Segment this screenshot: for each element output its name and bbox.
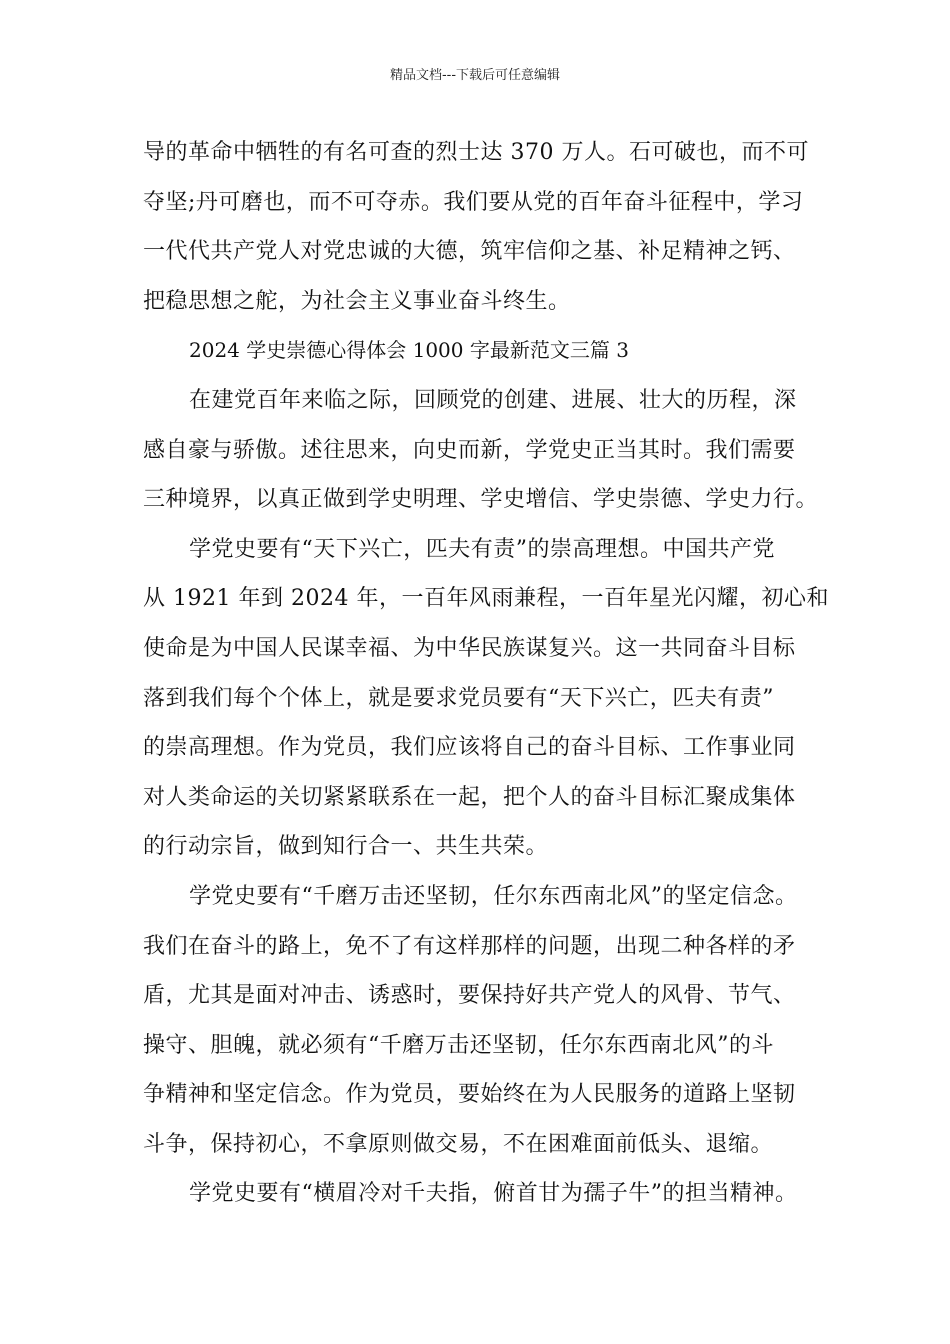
text-line: 盾，尤其是面对冲击、诱惑时，要保持好共产党人的风骨、节气、: [143, 983, 796, 1009]
text-line: 在建党百年来临之际，回顾党的创建、进展、壮大的历程，深: [189, 387, 797, 413]
text-line: 使命是为中国人民谋幸福、为中华民族谋复兴。这一共同奋斗目标: [143, 635, 796, 661]
text-line: 学党史要有“千磨万击还坚韧，任尔东西南北风”的坚定信念。: [189, 883, 798, 909]
text-line: 导的革命中牺牲的有名可查的烈士达 370 万人。石可破也，而不可: [143, 140, 809, 165]
text-line: 的行动宗旨，做到知行合一、共生共荣。: [143, 834, 549, 860]
text-line: 夺坚;丹可磨也，而不可夺赤。我们要从党的百年奋斗征程中，学习: [143, 189, 804, 215]
text-line: 斗争，保持初心，不拿原则做交易，不在困难面前低头、退缩。: [143, 1131, 774, 1157]
text-line: 感自豪与骄傲。述往思来，向史而新，学党史正当其时。我们需要: [143, 437, 796, 463]
text-line: 争精神和坚定信念。作为党员，要始终在为人民服务的道路上坚韧: [143, 1082, 796, 1108]
text-line: 我们在奋斗的路上，免不了有这样那样的问题，出现二种各样的矛: [143, 933, 796, 959]
text-line: 对人类命运的关切紧紧联系在一起，把个人的奋斗目标汇聚成集体: [143, 784, 796, 810]
page-header: 精品文档---下载后可任意编辑: [389, 68, 561, 83]
text-line: 的崇高理想。作为党员，我们应该将自己的奋斗目标、工作事业同: [143, 735, 796, 761]
text-line: 把稳思想之舵，为社会主义事业奋斗终生。: [143, 288, 571, 314]
document-body: [143, 128, 843, 1219]
text-line: 学党史要有“横眉冷对千夫指，俯首甘为孺子牛”的担当精神。: [189, 1181, 798, 1207]
text-line: 学党史要有“天下兴亡，匹夫有责”的崇高理想。中国共产党: [189, 536, 775, 562]
text-line: 三种境界，以真正做到学史明理、学史增信、学史崇德、学史力行。: [143, 487, 819, 513]
text-line: 从 1921 年到 2024 年，一百年风雨兼程，一百年星光闪耀，初心和: [143, 586, 829, 612]
text-line: 落到我们每个个体上，就是要求党员要有“天下兴亡，匹夫有责”: [143, 685, 774, 711]
section-heading: 2024 学史崇德心得体会 1000 字最新范文三篇 3: [189, 338, 629, 363]
text-line: 操守、胆魄，就必须有“千磨万击还坚韧，任尔东西南北风”的斗: [143, 1032, 774, 1058]
text-line: 一代代共产党人对党忠诚的大德，筑牢信仰之基、补足精神之钙、: [143, 239, 796, 265]
